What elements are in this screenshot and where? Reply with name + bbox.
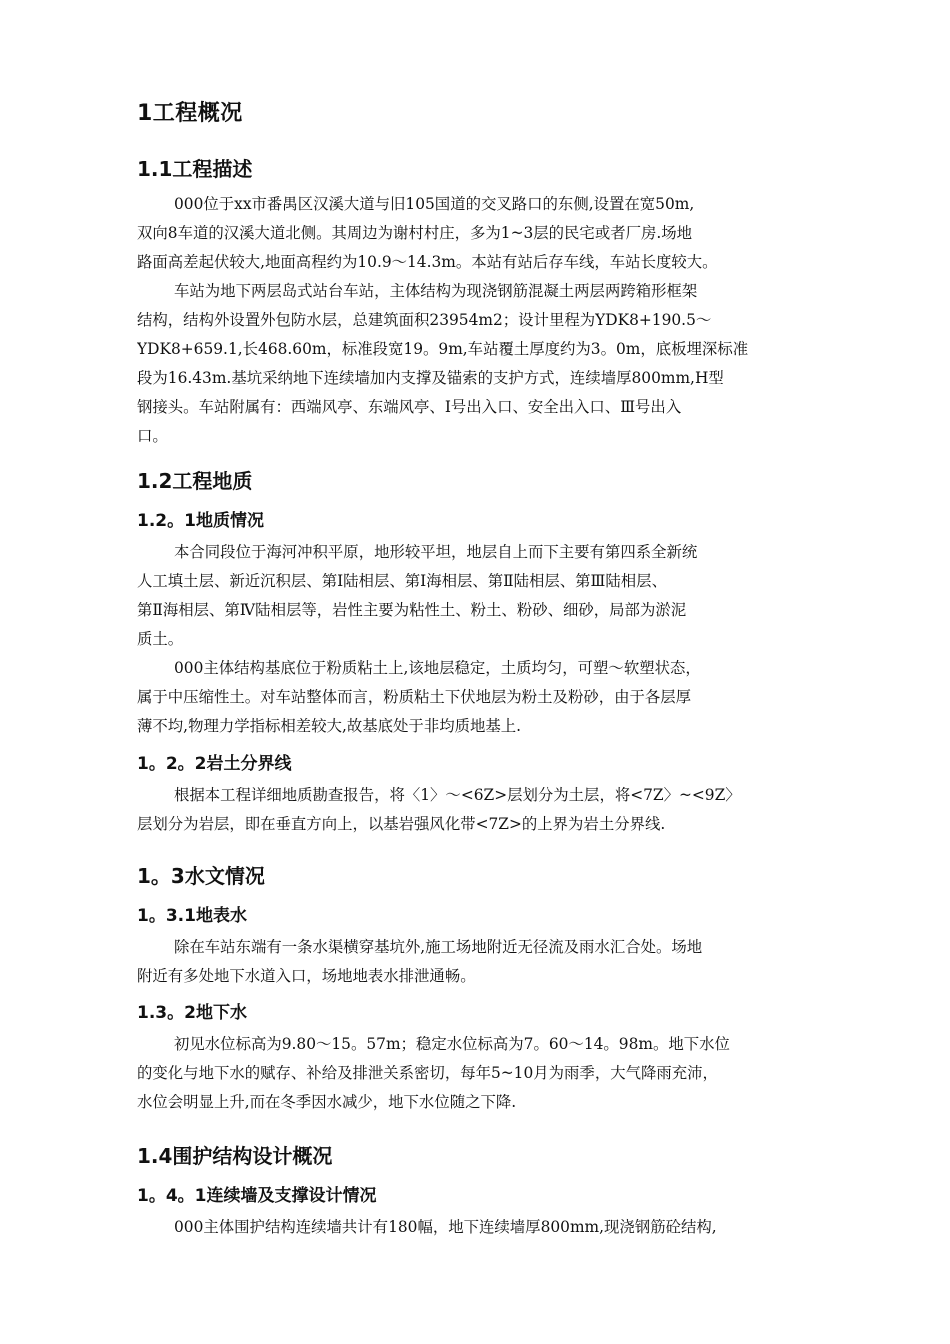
section-heading-1-3: 1。3水文情况	[137, 864, 265, 888]
text-line: 层划分为岩层，即在垂直方向上，以基岩强风化带<7Z>的上界为岩土分界线.	[137, 815, 666, 833]
section-heading-1-2: 1.2工程地质	[137, 469, 253, 493]
paragraph	[137, 933, 843, 991]
subsection-heading-1-2-2: 1。2。2岩土分界线	[137, 754, 292, 774]
text-line: 薄不均,物理力学指标相差较大,故基底处于非均质地基上.	[137, 717, 522, 735]
paragraph	[137, 190, 843, 451]
text-line: 双向8车道的汉溪大道北侧。其周边为谢村村庄，多为1~3层的民宅或者厂房.场地	[137, 224, 693, 242]
text-line: 000主体围护结构连续墙共计有180幅，地下连续墙厚800mm,现浇钢筋砼结构,	[174, 1218, 717, 1236]
text-line: 质土。	[137, 630, 184, 648]
text-line: 000主体结构基底位于粉质粘土上,该地层稳定，土质均匀，可塑～软塑状态，	[174, 659, 701, 677]
subsection-heading-1-2-1: 1.2。1地质情况	[137, 511, 264, 531]
section-heading-1-4: 1.4围护结构设计概况	[137, 1144, 333, 1168]
text-line: 钢接头。车站附属有：西端风亭、东端风亭、Ⅰ号出入口、安全出入口、Ⅲ号出入	[137, 398, 682, 416]
text-line: 000位于xx市番禺区汉溪大道与旧105国道的交叉路口的东侧,设置在宽50m,	[174, 195, 695, 213]
paragraph	[137, 781, 843, 839]
paragraph	[137, 1030, 843, 1117]
text-line: 车站为地下两层岛式站台车站，主体结构为现浇钢筋混凝土两层两跨箱形框架	[174, 282, 698, 300]
text-line: 本合同段位于海河冲积平原，地形较平坦，地层自上而下主要有第四系全新统	[174, 543, 698, 561]
text-line: 初见水位标高为9.80～15。57m；稳定水位标高为7。60～14。98m。地下水位	[174, 1035, 730, 1053]
subsection-heading-1-4-1: 1。4。1连续墙及支撑设计情况	[137, 1186, 377, 1206]
text-line: 除在车站东端有一条水渠横穿基坑外,施工场地附近无径流及雨水汇合处。场地	[174, 938, 703, 956]
subsection-heading-1-3-1: 1。3.1地表水	[137, 906, 247, 926]
chapter-heading: 1工程概况	[137, 101, 243, 126]
subsection-heading-1-3-2: 1.3。2地下水	[137, 1003, 247, 1023]
text-line: YDK8+659.1,长468.60m，标准段宽19。9m,车站覆土厚度约为3。0m，底板埋深标准	[137, 340, 749, 358]
text-line: 的变化与地下水的赋存、补给及排泄关系密切，每年5~10月为雨季，大气降雨充沛，	[137, 1064, 718, 1082]
text-line: 段为16.43m.基坑采纳地下连续墙加内支撑及锚索的支护方式，连续墙厚800mm,H型	[137, 369, 724, 387]
text-line: 属于中压缩性土。对车站整体而言，粉质粘土下伏地层为粉土及粉砂，由于各层厚	[137, 688, 692, 706]
text-line: 根据本工程详细地质勘查报告，将〈1〉～<6Z>层划分为土层，将<7Z〉~<9Z〉	[174, 786, 741, 804]
text-line: 结构，结构外设置外包防水层，总建筑面积23954m2；设计里程为YDK8+190.5～	[137, 311, 712, 329]
text-line: 附近有多处地下水道入口，场地地表水排泄通畅。	[137, 967, 476, 985]
text-line: 口。	[137, 427, 168, 445]
paragraph	[137, 1213, 843, 1242]
text-line: 第Ⅱ海相层、第Ⅳ陆相层等，岩性主要为粘性土、粉土、粉砂、细砂，局部为淤泥	[137, 601, 687, 619]
text-line: 路面高差起伏较大,地面高程约为10.9～14.3m。本站有站后存车线，车站长度较大。	[137, 253, 718, 271]
section-heading-1-1: 1.1工程描述	[137, 157, 253, 181]
paragraph	[137, 538, 843, 741]
text-line: 人工填土层、新近沉积层、第Ⅰ陆相层、第Ⅰ海相层、第Ⅱ陆相层、第Ⅲ陆相层、	[137, 572, 667, 590]
text-line: 水位会明显上升,而在冬季因水减少，地下水位随之下降.	[137, 1093, 517, 1111]
